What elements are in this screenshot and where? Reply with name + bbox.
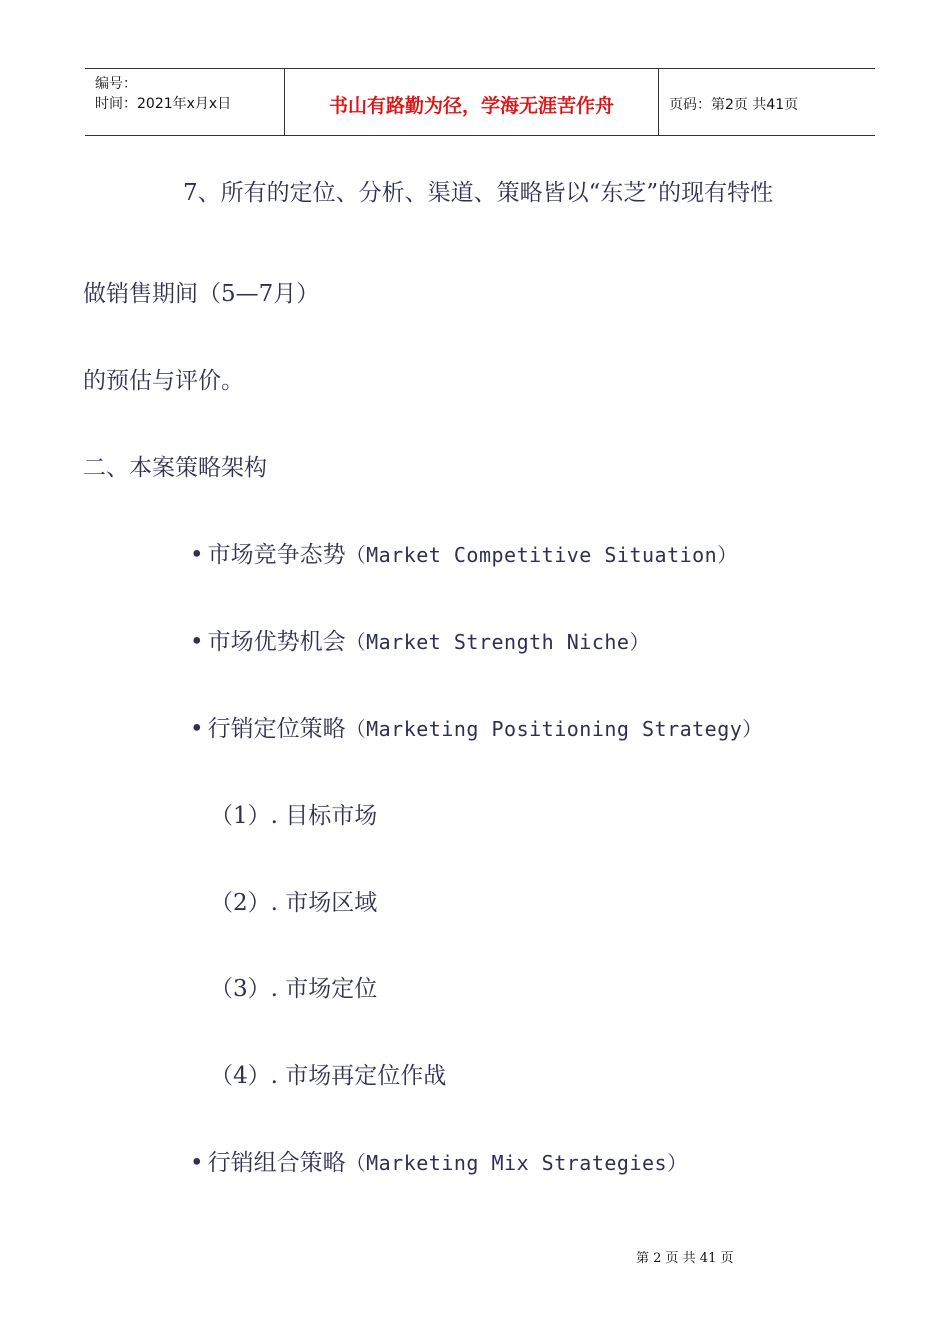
document-header-table [85, 68, 875, 136]
document-time-label: 时间：2021年x月x日 [95, 96, 232, 112]
strategy-item-cn: 市场竞争态势 [207, 542, 346, 568]
sub-item-1: （1）. 目标市场 [210, 803, 378, 829]
strategy-item-2 [190, 627, 650, 657]
bullet-marker: • [190, 542, 204, 568]
header-motto: 书山有路勤为径，学海无涯苦作舟 [328, 95, 614, 117]
strategy-item-en: （Marketing Positioning Strategy） [345, 717, 763, 741]
footer-page-number: 第 2 页 共 41 页 [636, 1251, 734, 1266]
body-paragraph-line-2: 做销售期间（5—7月） [83, 281, 320, 307]
strategy-item-en: （Market Strength Niche） [345, 630, 650, 654]
strategy-item-3 [190, 714, 763, 744]
header-page-info: 页码：第2页 共41页 [669, 97, 799, 113]
header-meta-cell [85, 69, 285, 135]
strategy-item-en: （Marketing Mix Strategies） [345, 1151, 688, 1175]
header-page-cell [659, 69, 875, 135]
sub-item-4: （4）. 市场再定位作战 [210, 1063, 447, 1089]
body-paragraph-line-1: 7、所有的定位、分析、渠道、策略皆以“东芝”的现有特性 [183, 180, 774, 206]
header-motto-cell [285, 69, 659, 135]
strategy-item-cn: 行销组合策略 [207, 1150, 346, 1176]
sub-item-2: （2）. 市场区域 [210, 890, 378, 916]
sub-item-3: （3）. 市场定位 [210, 976, 378, 1002]
strategy-item-cn: 市场优势机会 [207, 629, 346, 655]
section-title: 二、本案策略架构 [83, 455, 267, 481]
strategy-item-1 [190, 540, 738, 570]
body-paragraph-line-3: 的预估与评价。 [83, 368, 244, 394]
document-number-label: 编号： [95, 76, 137, 92]
strategy-item-cn: 行销定位策略 [207, 716, 346, 742]
bullet-marker: • [190, 716, 204, 742]
bullet-marker: • [190, 629, 204, 655]
bullet-marker: • [190, 1150, 204, 1176]
strategy-item-en: （Market Competitive Situation） [345, 543, 738, 567]
strategy-item-4 [190, 1148, 688, 1178]
